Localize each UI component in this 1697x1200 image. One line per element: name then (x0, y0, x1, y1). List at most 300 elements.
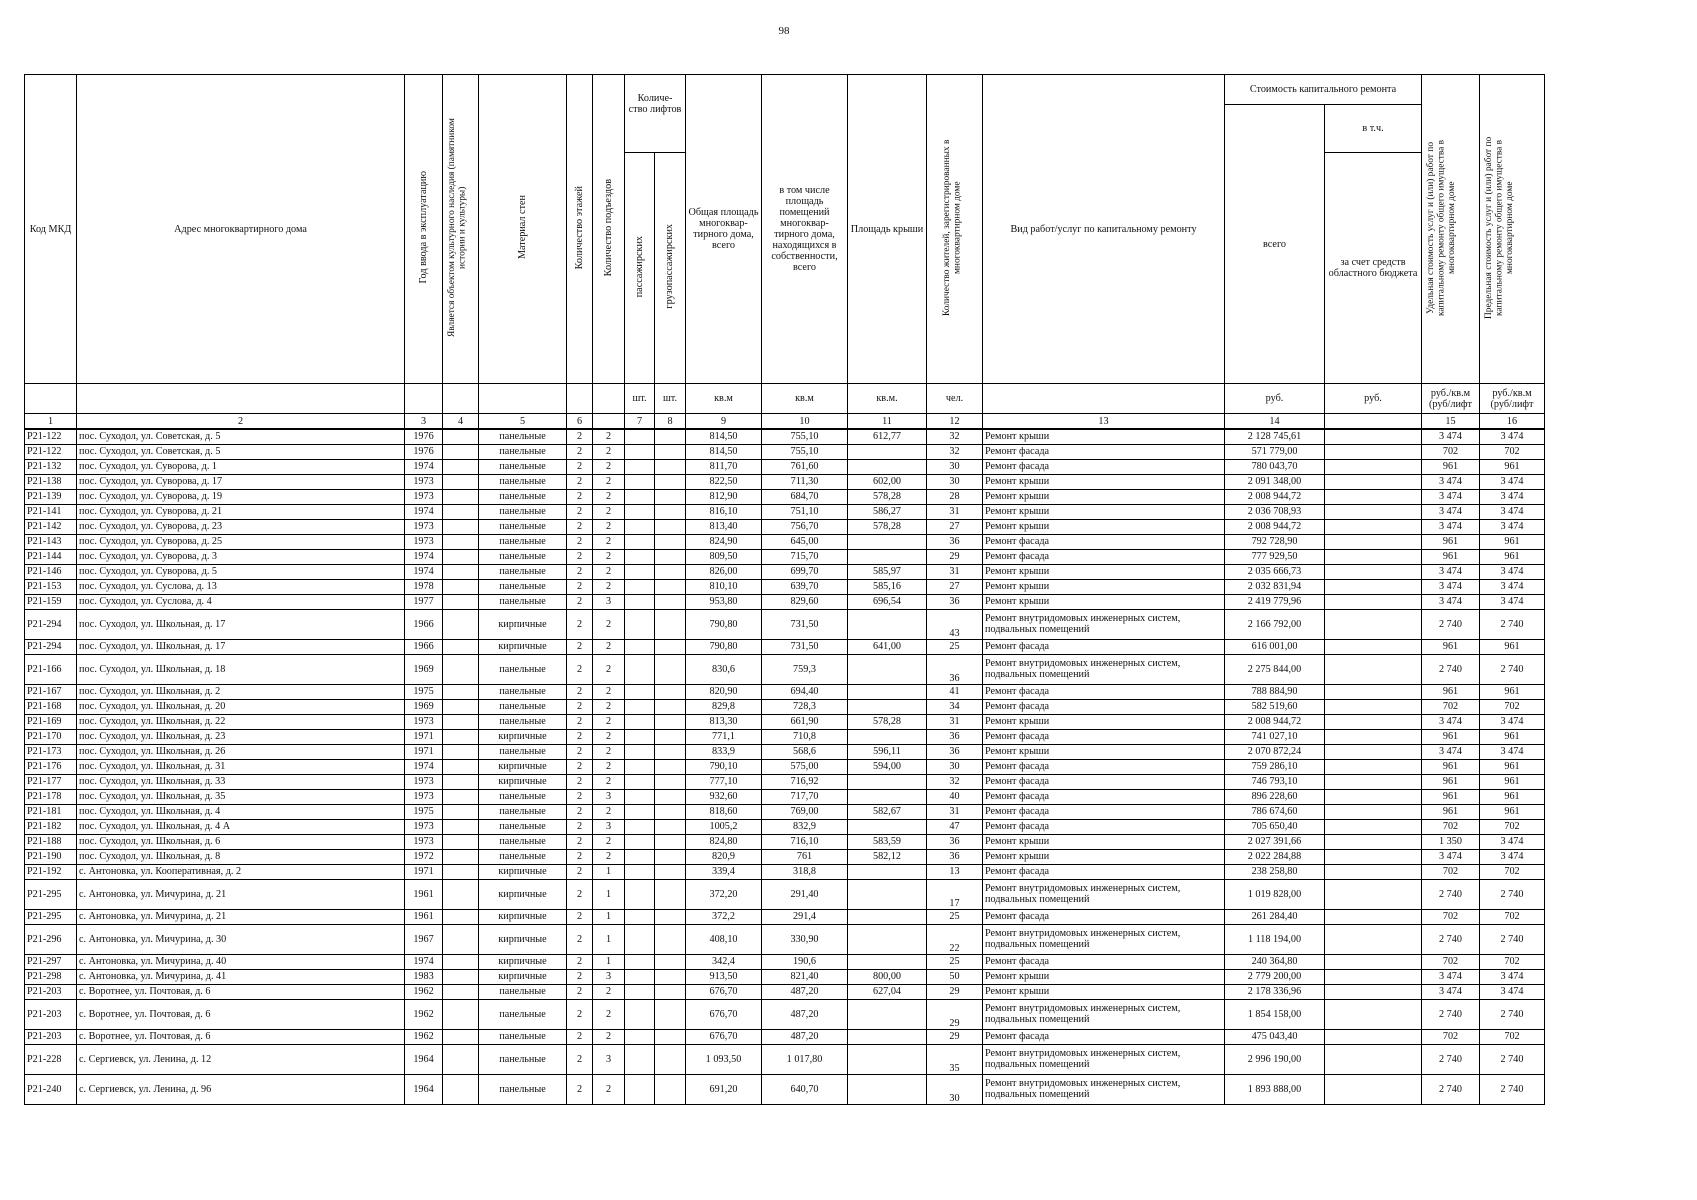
cell-entrances: 2 (593, 1074, 625, 1104)
table-row (25, 804, 1545, 819)
cell-owned-area: 716,10 (762, 834, 848, 849)
cell-roof-area (848, 879, 927, 909)
cell-lifts-passenger (625, 759, 655, 774)
cell-code: Р21-146 (25, 564, 77, 579)
cell-code: Р21-181 (25, 804, 77, 819)
cell-code: Р21-297 (25, 954, 77, 969)
cell-unit-cost: 2 740 (1422, 609, 1480, 639)
cell-work: Ремонт фасада (983, 549, 1225, 564)
table-row (25, 474, 1545, 489)
cell-lifts-cargo (655, 744, 686, 759)
cell-lifts-passenger (625, 1074, 655, 1104)
cell-lifts-cargo (655, 879, 686, 909)
cell-floors: 2 (567, 579, 593, 594)
cell-lifts-passenger (625, 849, 655, 864)
cell-year: 1975 (405, 804, 443, 819)
header-roof-area: Площадь крыши (848, 75, 927, 384)
cell-heritage (443, 1044, 479, 1074)
cell-floors: 2 (567, 654, 593, 684)
cell-material: кирпичные (479, 864, 567, 879)
cell-heritage (443, 969, 479, 984)
cell-max-cost: 961 (1480, 759, 1545, 774)
cell-total-area: 777,10 (686, 774, 762, 789)
cell-material: панельные (479, 444, 567, 459)
unit-lifts-cargo: шт. (655, 384, 686, 414)
table-row (25, 609, 1545, 639)
cell-floors: 2 (567, 759, 593, 774)
cell-material: кирпичные (479, 879, 567, 909)
cell-heritage (443, 654, 479, 684)
cell-material: панельные (479, 999, 567, 1029)
cell-floors: 2 (567, 1044, 593, 1074)
cell-work: Ремонт фасада (983, 684, 1225, 699)
cell-entrances: 1 (593, 954, 625, 969)
cell-work: Ремонт крыши (983, 564, 1225, 579)
cell-code: Р21-122 (25, 429, 77, 444)
cell-lifts-passenger (625, 684, 655, 699)
cell-roof-area: 696,54 (848, 594, 927, 609)
table-row (25, 489, 1545, 504)
cell-unit-cost: 2 740 (1422, 1074, 1480, 1104)
column-number: 13 (983, 414, 1225, 430)
cell-cost: 759 286,10 (1225, 759, 1325, 774)
cell-code: Р21-169 (25, 714, 77, 729)
cell-owned-area: 731,50 (762, 609, 848, 639)
cell-cost-regional (1325, 534, 1422, 549)
unit-cost-total: руб. (1225, 384, 1325, 414)
cell-lifts-cargo (655, 804, 686, 819)
cell-entrances: 2 (593, 1029, 625, 1044)
cell-lifts-cargo (655, 549, 686, 564)
cell-cost: 582 519,60 (1225, 699, 1325, 714)
cell-lifts-passenger (625, 729, 655, 744)
cell-work: Ремонт крыши (983, 504, 1225, 519)
cell-residents: 29 (927, 1029, 983, 1044)
cell-owned-area: 761 (762, 849, 848, 864)
cell-year: 1973 (405, 489, 443, 504)
cell-cost-regional (1325, 1044, 1422, 1074)
cell-unit-cost: 702 (1422, 1029, 1480, 1044)
cell-cost: 2 008 944,72 (1225, 714, 1325, 729)
cell-lifts-passenger (625, 834, 655, 849)
cell-total-area: 339,4 (686, 864, 762, 879)
cell-cost-regional (1325, 699, 1422, 714)
cell-work: Ремонт внутридомовых инженерных систем, подвальных помещений (983, 1074, 1225, 1104)
cell-lifts-cargo (655, 474, 686, 489)
cell-roof-area: 585,16 (848, 579, 927, 594)
cell-unit-cost: 961 (1422, 534, 1480, 549)
cell-cost-regional (1325, 804, 1422, 819)
cell-entrances: 1 (593, 924, 625, 954)
cell-cost-regional (1325, 609, 1422, 639)
cell-total-area: 408,10 (686, 924, 762, 954)
cell-address: пос. Суходол, ул. Суворова, д. 3 (77, 549, 405, 564)
cell-cost-regional (1325, 429, 1422, 444)
header-year: Год ввода в эксплуатацию (405, 75, 443, 384)
cell-lifts-passenger (625, 714, 655, 729)
table-row (25, 549, 1545, 564)
cell-owned-area: 821,40 (762, 969, 848, 984)
cell-material: панельные (479, 789, 567, 804)
cell-roof-area: 578,28 (848, 714, 927, 729)
cell-residents: 36 (927, 729, 983, 744)
unit-material (479, 384, 567, 414)
cell-year: 1973 (405, 519, 443, 534)
cell-residents: 27 (927, 579, 983, 594)
cell-code: Р21-203 (25, 984, 77, 999)
cell-lifts-cargo (655, 714, 686, 729)
cell-unit-cost: 961 (1422, 759, 1480, 774)
column-number: 10 (762, 414, 848, 430)
cell-lifts-cargo (655, 504, 686, 519)
cell-total-area: 1005,2 (686, 819, 762, 834)
cell-work: Ремонт фасада (983, 534, 1225, 549)
cell-address: пос. Суходол, ул. Школьная, д. 35 (77, 789, 405, 804)
cell-cost-regional (1325, 579, 1422, 594)
cell-residents: 36 (927, 744, 983, 759)
table-row (25, 1044, 1545, 1074)
cell-address: пос. Суходол, ул. Суворова, д. 17 (77, 474, 405, 489)
cell-lifts-passenger (625, 909, 655, 924)
cell-cost: 1 854 158,00 (1225, 999, 1325, 1029)
cell-lifts-passenger (625, 444, 655, 459)
cell-max-cost: 702 (1480, 909, 1545, 924)
cell-address: пос. Суходол, ул. Школьная, д. 18 (77, 654, 405, 684)
cell-work: Ремонт крыши (983, 579, 1225, 594)
cell-lifts-cargo (655, 834, 686, 849)
cell-cost: 2 032 831,94 (1225, 579, 1325, 594)
cell-max-cost: 2 740 (1480, 1044, 1545, 1074)
table-row (25, 819, 1545, 834)
cell-work: Ремонт крыши (983, 594, 1225, 609)
cell-max-cost: 3 474 (1480, 504, 1545, 519)
cell-floors: 2 (567, 819, 593, 834)
cell-roof-area: 586,27 (848, 504, 927, 519)
cell-cost: 896 228,60 (1225, 789, 1325, 804)
cell-owned-area: 694,40 (762, 684, 848, 699)
cell-code: Р21-240 (25, 1074, 77, 1104)
cell-floors: 2 (567, 879, 593, 909)
cell-total-area: 826,00 (686, 564, 762, 579)
cell-unit-cost: 3 474 (1422, 429, 1480, 444)
cell-max-cost: 3 474 (1480, 564, 1545, 579)
cell-year: 1973 (405, 834, 443, 849)
cell-work: Ремонт внутридомовых инженерных систем, подвальных помещений (983, 999, 1225, 1029)
cell-lifts-passenger (625, 474, 655, 489)
cell-total-area: 676,70 (686, 984, 762, 999)
cell-floors: 2 (567, 789, 593, 804)
cell-residents: 47 (927, 819, 983, 834)
cell-unit-cost: 3 474 (1422, 984, 1480, 999)
cell-cost-regional (1325, 654, 1422, 684)
cell-max-cost: 961 (1480, 774, 1545, 789)
cell-max-cost: 961 (1480, 534, 1545, 549)
cell-owned-area: 751,10 (762, 504, 848, 519)
table-row (25, 684, 1545, 699)
cell-max-cost: 3 474 (1480, 489, 1545, 504)
table-row (25, 924, 1545, 954)
cell-lifts-passenger (625, 789, 655, 804)
column-number: 15 (1422, 414, 1480, 430)
cell-roof-area: 583,59 (848, 834, 927, 849)
cell-lifts-passenger (625, 1029, 655, 1044)
cell-residents: 36 (927, 534, 983, 549)
cell-cost-regional (1325, 879, 1422, 909)
unit-floors (567, 384, 593, 414)
cell-floors: 2 (567, 774, 593, 789)
cell-owned-area: 711,30 (762, 474, 848, 489)
cell-lifts-cargo (655, 759, 686, 774)
column-number: 1 (25, 414, 77, 430)
cell-total-area: 820,90 (686, 684, 762, 699)
cell-lifts-passenger (625, 954, 655, 969)
cell-cost-regional (1325, 909, 1422, 924)
cell-residents: 36 (927, 834, 983, 849)
cell-cost-regional (1325, 969, 1422, 984)
cell-residents: 31 (927, 564, 983, 579)
cell-cost-regional (1325, 924, 1422, 954)
cell-lifts-cargo (655, 594, 686, 609)
cell-unit-cost: 961 (1422, 804, 1480, 819)
cell-floors: 2 (567, 1074, 593, 1104)
column-number: 11 (848, 414, 927, 430)
cell-roof-area (848, 549, 927, 564)
cell-work: Ремонт внутридомовых инженерных систем, подвальных помещений (983, 924, 1225, 954)
cell-unit-cost: 3 474 (1422, 564, 1480, 579)
cell-entrances: 2 (593, 834, 625, 849)
cell-max-cost: 3 474 (1480, 474, 1545, 489)
cell-code: Р21-132 (25, 459, 77, 474)
table-row (25, 834, 1545, 849)
cell-lifts-passenger (625, 744, 655, 759)
cell-address: с. Антоновка, ул. Кооперативная, д. 2 (77, 864, 405, 879)
cell-lifts-cargo (655, 984, 686, 999)
cell-material: панельные (479, 519, 567, 534)
cell-cost: 788 884,90 (1225, 684, 1325, 699)
cell-unit-cost: 3 474 (1422, 744, 1480, 759)
cell-entrances: 3 (593, 1044, 625, 1074)
table-row (25, 1074, 1545, 1104)
cell-lifts-cargo (655, 639, 686, 654)
header-lifts: Количе- ство лифтов (625, 75, 686, 153)
cell-cost: 741 027,10 (1225, 729, 1325, 744)
cell-total-area: 813,40 (686, 519, 762, 534)
cell-work: Ремонт крыши (983, 969, 1225, 984)
cell-max-cost: 961 (1480, 804, 1545, 819)
cell-address: пос. Суходол, ул. Школьная, д. 4 А (77, 819, 405, 834)
column-number: 12 (927, 414, 983, 430)
cell-lifts-cargo (655, 429, 686, 444)
cell-work: Ремонт крыши (983, 849, 1225, 864)
cell-lifts-cargo (655, 534, 686, 549)
cell-roof-area: 602,00 (848, 474, 927, 489)
header-material: Материал стен (479, 75, 567, 384)
cell-cost: 777 929,50 (1225, 549, 1325, 564)
cell-cost-regional (1325, 549, 1422, 564)
table-row (25, 504, 1545, 519)
cell-entrances: 2 (593, 699, 625, 714)
cell-unit-cost: 961 (1422, 549, 1480, 564)
cell-lifts-cargo (655, 924, 686, 954)
cell-year: 1972 (405, 849, 443, 864)
cell-heritage (443, 444, 479, 459)
cell-cost-regional (1325, 759, 1422, 774)
cell-year: 1962 (405, 984, 443, 999)
table-row (25, 774, 1545, 789)
cell-residents: 43 (927, 609, 983, 639)
cell-code: Р21-192 (25, 864, 77, 879)
cell-material: панельные (479, 474, 567, 489)
cell-work: Ремонт фасада (983, 804, 1225, 819)
cell-year: 1964 (405, 1074, 443, 1104)
cell-year: 1974 (405, 459, 443, 474)
unit-owned-area: кв.м (762, 384, 848, 414)
cell-material: панельные (479, 744, 567, 759)
cell-lifts-passenger (625, 774, 655, 789)
cell-floors: 2 (567, 519, 593, 534)
cell-material: панельные (479, 849, 567, 864)
cell-heritage (443, 834, 479, 849)
cell-owned-area: 1 017,80 (762, 1044, 848, 1074)
cell-cost-regional (1325, 1074, 1422, 1104)
cell-heritage (443, 984, 479, 999)
cell-entrances: 2 (593, 549, 625, 564)
cell-code: Р21-142 (25, 519, 77, 534)
cell-owned-area: 190,6 (762, 954, 848, 969)
cell-max-cost: 961 (1480, 639, 1545, 654)
cell-lifts-passenger (625, 504, 655, 519)
unit-total-area: кв.м (686, 384, 762, 414)
cell-owned-area: 728,3 (762, 699, 848, 714)
cell-code: Р21-178 (25, 789, 77, 804)
cell-lifts-cargo (655, 1029, 686, 1044)
cell-code: Р21-296 (25, 924, 77, 954)
cell-material: панельные (479, 984, 567, 999)
cell-lifts-passenger (625, 459, 655, 474)
cell-cost: 2 419 779,96 (1225, 594, 1325, 609)
cell-total-area: 953,80 (686, 594, 762, 609)
cell-unit-cost: 702 (1422, 954, 1480, 969)
cell-code: Р21-188 (25, 834, 77, 849)
column-number: 9 (686, 414, 762, 430)
table-row (25, 564, 1545, 579)
cell-owned-area: 661,90 (762, 714, 848, 729)
cell-roof-area (848, 534, 927, 549)
cell-unit-cost: 702 (1422, 444, 1480, 459)
cell-roof-area: 594,00 (848, 759, 927, 774)
cell-residents: 27 (927, 519, 983, 534)
header-max-cost: Предельная стоимость услуг и (или) работ по капитальному ремонту общего имущества в многоквартирном доме (1480, 75, 1545, 384)
cell-max-cost: 3 474 (1480, 969, 1545, 984)
cell-work: Ремонт фасада (983, 774, 1225, 789)
cell-entrances: 2 (593, 504, 625, 519)
cell-cost: 2 091 348,00 (1225, 474, 1325, 489)
cell-floors: 2 (567, 864, 593, 879)
cell-cost-regional (1325, 474, 1422, 489)
cell-entrances: 2 (593, 999, 625, 1029)
cell-total-area: 824,90 (686, 534, 762, 549)
cell-floors: 2 (567, 804, 593, 819)
cell-unit-cost: 702 (1422, 864, 1480, 879)
cell-cost-regional (1325, 744, 1422, 759)
cell-address: пос. Суходол, ул. Суворова, д. 21 (77, 504, 405, 519)
cell-address: с. Антоновка, ул. Мичурина, д. 21 (77, 909, 405, 924)
cell-year: 1961 (405, 909, 443, 924)
cell-lifts-cargo (655, 444, 686, 459)
cell-owned-area: 575,00 (762, 759, 848, 774)
header-cost-incl: в т.ч. (1325, 105, 1422, 153)
cell-address: пос. Суходол, ул. Суворова, д. 19 (77, 489, 405, 504)
cell-cost: 475 043,40 (1225, 1029, 1325, 1044)
cell-roof-area: 578,28 (848, 489, 927, 504)
cell-roof-area (848, 789, 927, 804)
cell-address: с. Сергиевск, ул. Ленина, д. 96 (77, 1074, 405, 1104)
cell-work: Ремонт внутридомовых инженерных систем, подвальных помещений (983, 654, 1225, 684)
cell-total-area: 372,20 (686, 879, 762, 909)
cell-work: Ремонт внутридомовых инженерных систем, подвальных помещений (983, 1044, 1225, 1074)
table-row (25, 654, 1545, 684)
cell-address: пос. Суходол, ул. Советская, д. 5 (77, 444, 405, 459)
cell-owned-area: 291,4 (762, 909, 848, 924)
cell-lifts-cargo (655, 519, 686, 534)
cell-material: панельные (479, 564, 567, 579)
cell-roof-area (848, 819, 927, 834)
cell-work: Ремонт фасада (983, 909, 1225, 924)
page-number: 98 (778, 25, 790, 37)
cell-roof-area (848, 654, 927, 684)
cell-max-cost: 3 474 (1480, 834, 1545, 849)
cell-max-cost: 3 474 (1480, 849, 1545, 864)
cell-unit-cost: 702 (1422, 909, 1480, 924)
cell-owned-area: 487,20 (762, 1029, 848, 1044)
unit-unit-cost: руб./кв.м (руб/лифт (1422, 384, 1480, 414)
cell-code: Р21-170 (25, 729, 77, 744)
cell-year: 1974 (405, 549, 443, 564)
cell-roof-area (848, 459, 927, 474)
cell-residents: 31 (927, 804, 983, 819)
cell-roof-area (848, 699, 927, 714)
cell-floors: 2 (567, 909, 593, 924)
cell-owned-area: 684,70 (762, 489, 848, 504)
cell-residents: 32 (927, 429, 983, 444)
cell-address: с. Воротнее, ул. Почтовая, д. 6 (77, 999, 405, 1029)
cell-cost-regional (1325, 864, 1422, 879)
cell-address: с. Антоновка, ул. Мичурина, д. 41 (77, 969, 405, 984)
cell-lifts-cargo (655, 954, 686, 969)
cell-lifts-passenger (625, 969, 655, 984)
cell-residents: 31 (927, 714, 983, 729)
cell-cost: 2 996 190,00 (1225, 1044, 1325, 1074)
cell-cost-regional (1325, 594, 1422, 609)
cell-floors: 2 (567, 459, 593, 474)
table-row (25, 954, 1545, 969)
cell-unit-cost: 961 (1422, 729, 1480, 744)
unit-heritage (443, 384, 479, 414)
cell-owned-area: 759,3 (762, 654, 848, 684)
cell-material: кирпичные (479, 924, 567, 954)
cell-roof-area (848, 864, 927, 879)
cell-heritage (443, 1074, 479, 1104)
cell-material: панельные (479, 684, 567, 699)
cell-cost: 240 364,80 (1225, 954, 1325, 969)
cell-material: панельные (479, 579, 567, 594)
column-number (593, 414, 625, 430)
cell-cost: 1 893 888,00 (1225, 1074, 1325, 1104)
cell-code: Р21-294 (25, 639, 77, 654)
cell-lifts-passenger (625, 879, 655, 909)
table-row (25, 534, 1545, 549)
cell-max-cost: 3 474 (1480, 714, 1545, 729)
